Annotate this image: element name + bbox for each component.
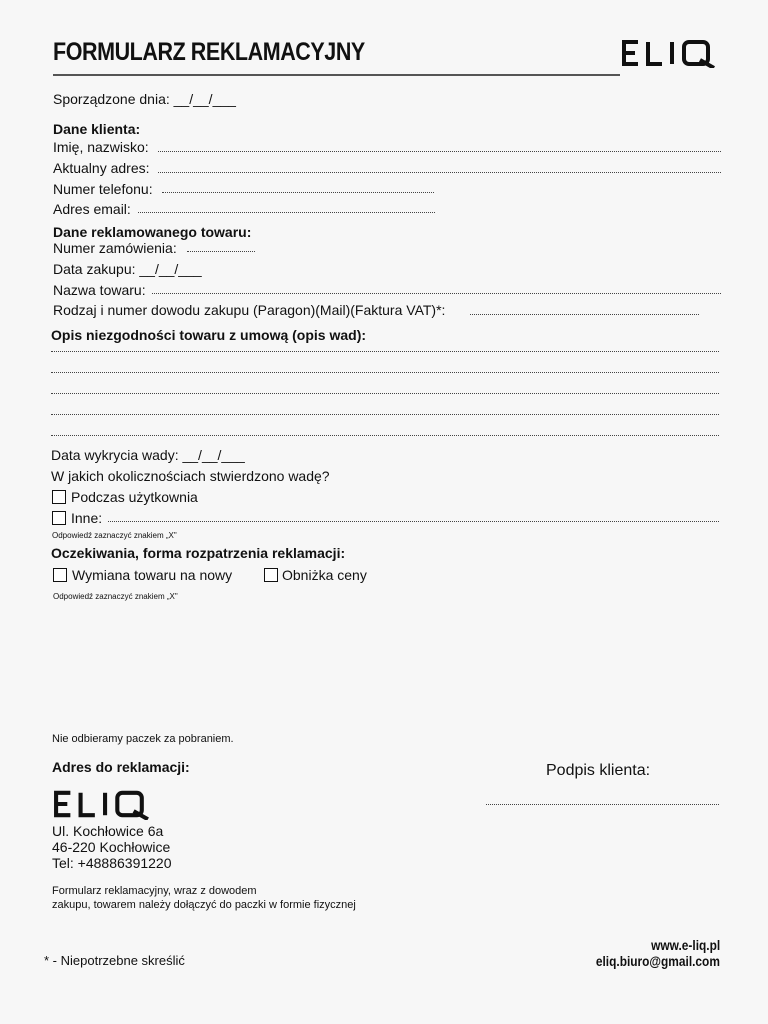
website-link[interactable]: www.e-liq.pl xyxy=(651,937,720,953)
checkbox-other[interactable] xyxy=(52,511,66,525)
option-other-label: Inne: xyxy=(71,510,103,526)
client-email-field[interactable] xyxy=(138,212,435,213)
date-created[interactable]: Sporządzone dnia: __/__/___ xyxy=(53,91,236,107)
address-city: 46-220 Kochłowice xyxy=(52,839,171,855)
page-title: FORMULARZ REKLAMACYJNY xyxy=(53,38,365,66)
client-address-field[interactable] xyxy=(158,172,721,173)
mark-hint: Odpowiedź zaznaczyć znakiem „X" xyxy=(53,592,178,601)
signature-label: Podpis klienta: xyxy=(546,762,651,779)
circumstances-question: W jakich okolicznościach stwierdzono wadę? xyxy=(51,468,330,484)
order-number-label: Numer zamówienia: xyxy=(53,240,177,256)
option-replacement-label: Wymiana towaru na nowy xyxy=(72,567,233,583)
title-underline xyxy=(53,74,620,76)
defects-line[interactable] xyxy=(51,414,719,415)
address-phone: Tel: +48886391220 xyxy=(52,855,172,871)
footnote: * - Niepotrzebne skreślić xyxy=(44,953,185,968)
eliq-logo xyxy=(620,38,718,68)
email-link[interactable]: eliq.biuro@gmail.com xyxy=(595,953,720,969)
order-number-field[interactable] xyxy=(187,251,255,252)
client-address-label: Aktualny adres: xyxy=(53,160,150,176)
client-phone-label: Numer telefonu: xyxy=(53,181,153,197)
proof-of-purchase-field[interactable] xyxy=(470,314,699,315)
checkbox-during-use[interactable] xyxy=(52,490,66,504)
signature-field[interactable] xyxy=(486,804,719,805)
defects-line[interactable] xyxy=(51,372,719,373)
defects-line[interactable] xyxy=(51,435,719,436)
mark-hint: Odpowiedź zaznaczyć znakiem „X" xyxy=(52,531,177,540)
defects-line[interactable] xyxy=(51,351,719,352)
proof-of-purchase-label: Rodzaj i numer dowodu zakupu (Paragon)(Mail)(Faktura VAT)*: xyxy=(53,302,446,318)
option-during-use-label: Podczas użytkownia xyxy=(71,489,198,505)
client-heading: Dane klienta: xyxy=(53,121,141,137)
purchase-date-field[interactable]: Data zakupu: __/__/___ xyxy=(53,261,202,277)
client-email-label: Adres email: xyxy=(53,201,131,217)
instructions-line-2: zakupu, towarem należy dołączyć do paczki w formie fizycznej xyxy=(52,899,356,911)
product-heading: Dane reklamowanego towaru: xyxy=(53,224,252,240)
client-name-field[interactable] xyxy=(158,151,721,152)
product-name-label: Nazwa towaru: xyxy=(53,282,146,298)
instructions-line-1: Formularz reklamacyjny, wraz z dowodem xyxy=(52,885,257,897)
other-circumstances-field[interactable] xyxy=(108,521,719,522)
defects-heading: Opis niezgodności towaru z umową (opis wad): xyxy=(51,327,367,343)
address-street: Ul. Kochłowice 6a xyxy=(52,823,164,839)
return-address-heading: Adres do reklamacji: xyxy=(52,759,190,775)
checkbox-discount[interactable] xyxy=(264,568,278,582)
client-name-label: Imię, nazwisko: xyxy=(53,139,149,155)
checkbox-replacement[interactable] xyxy=(53,568,67,582)
option-discount-label: Obniżka ceny xyxy=(282,567,367,583)
detection-date-field[interactable]: Data wykrycia wady: __/__/___ xyxy=(51,447,245,463)
expectation-heading: Oczekiwania, forma rozpatrzenia reklamacji: xyxy=(51,545,346,561)
eliq-logo xyxy=(52,788,152,820)
defects-line[interactable] xyxy=(51,393,719,394)
product-name-field[interactable] xyxy=(152,293,721,294)
cod-notice: Nie odbieramy paczek za pobraniem. xyxy=(52,733,234,745)
client-phone-field[interactable] xyxy=(162,192,434,193)
